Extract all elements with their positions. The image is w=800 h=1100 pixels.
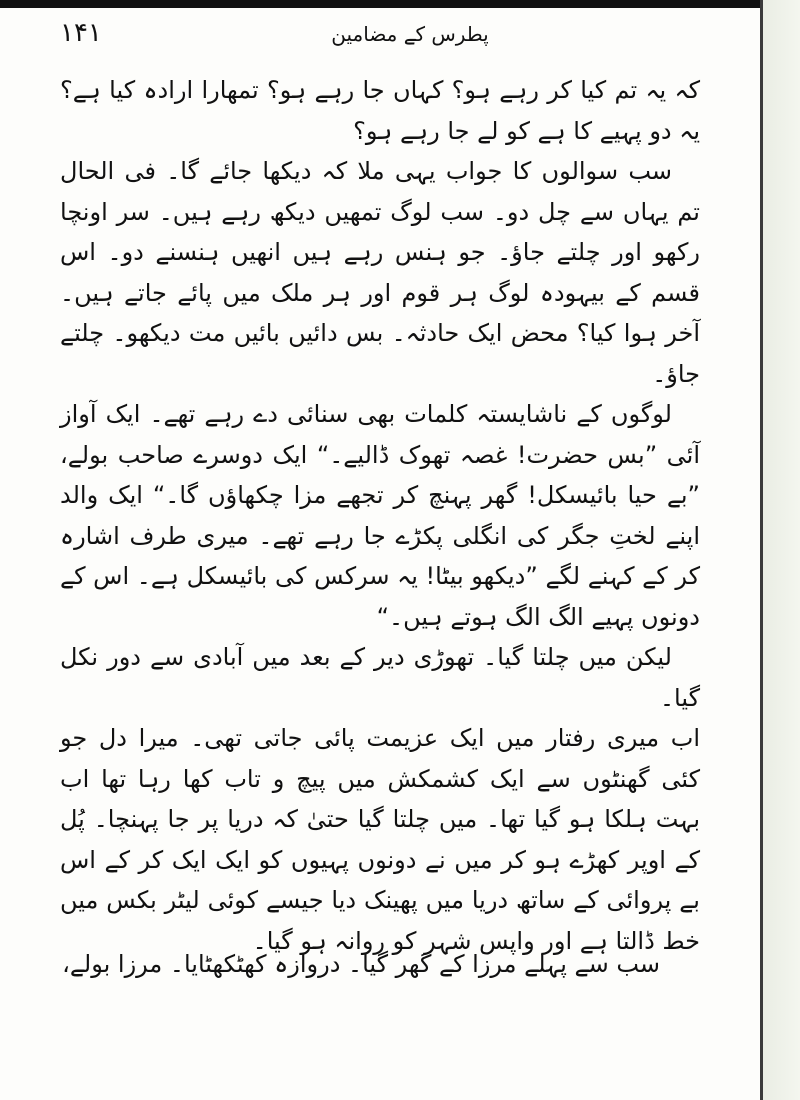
- paragraph: لوگوں کے ناشایستہ کلمات بھی سنائی دے رہے تھے۔ ایک آواز آئی ”بس حضرت! غصہ تھوک ڈالیے۔“ ایک دوسرے صاحب بولے، ”بے حیا بائیسکل! گھر پہنچ کر تجھے مزا چکھاؤں گا۔“ ایک والد اپنے لختِ جگر کی انگلی پکڑے جا رہے تھے۔ میری طرف اشارہ کر کے کہنے لگے ”دیکھو بیٹا! یہ سرکس کی بائیسکل ہے۔ اس کے دونوں پہیے الگ الگ ہوتے ہیں۔“: [60, 400, 700, 631]
- top-border: [0, 0, 762, 8]
- running-title: پطرس کے مضامین: [331, 22, 489, 46]
- paragraph: سب سوالوں کا جواب یہی ملا کہ دیکھا جائے گا۔ فی الحال تم یہاں سے چل دو۔ سب لوگ تمھیں دیکھ رہے ہیں۔ سر اونچا رکھو اور چلتے جاؤ۔ جو ہنس رہے ہیں انھیں ہنسنے دو۔ اس قسم کے بیہودہ لوگ ہر قوم اور ہر ملک میں پائے جاتے ہیں۔ آخر ہوا کیا؟ محض ایک حادثہ۔ بس دائیں بائیں مت دیکھو۔ چلتے جاؤ۔: [60, 157, 700, 388]
- page-number: ۱۴۱: [60, 18, 102, 48]
- closing-line: سب سے پہلے مرزا کے گھر گیا۔ دروازہ کھٹکھٹایا۔ مرزا بولے،: [62, 950, 660, 978]
- paragraph: لیکن میں چلتا گیا۔ تھوڑی دیر کے بعد میں آبادی سے دور نکل گیا۔: [60, 643, 700, 712]
- body-text: [60, 70, 700, 961]
- page-edge-line: [760, 0, 763, 1100]
- scan-edge: [762, 0, 800, 1100]
- paragraph: اب میری رفتار میں ایک عزیمت پائی جاتی تھی۔ میرا دل جو کئی گھنٹوں سے ایک کشمکش میں پیچ و تاب کھا رہا تھا اب بہت ہلکا ہو گیا تھا۔ میں چلتا گیا حتیٰ کہ دریا پر جا پہنچا۔ پُل کے اوپر کھڑے ہو کر میں نے دونوں پہیوں کو ایک ایک کر کے اس بے پروائی کے ساتھ دریا میں پھینک دیا جیسے کوئی لیٹر بکس میں خط ڈالتا ہے اور واپس شہر کو روانہ ہو گیا۔: [60, 724, 700, 955]
- paragraph: کہ یہ تم کیا کر رہے ہو؟ کہاں جا رہے ہو؟ تمھارا ارادہ کیا ہے؟ یہ دو پہیے کا ہے کو لے جا رہے ہو؟: [60, 76, 700, 145]
